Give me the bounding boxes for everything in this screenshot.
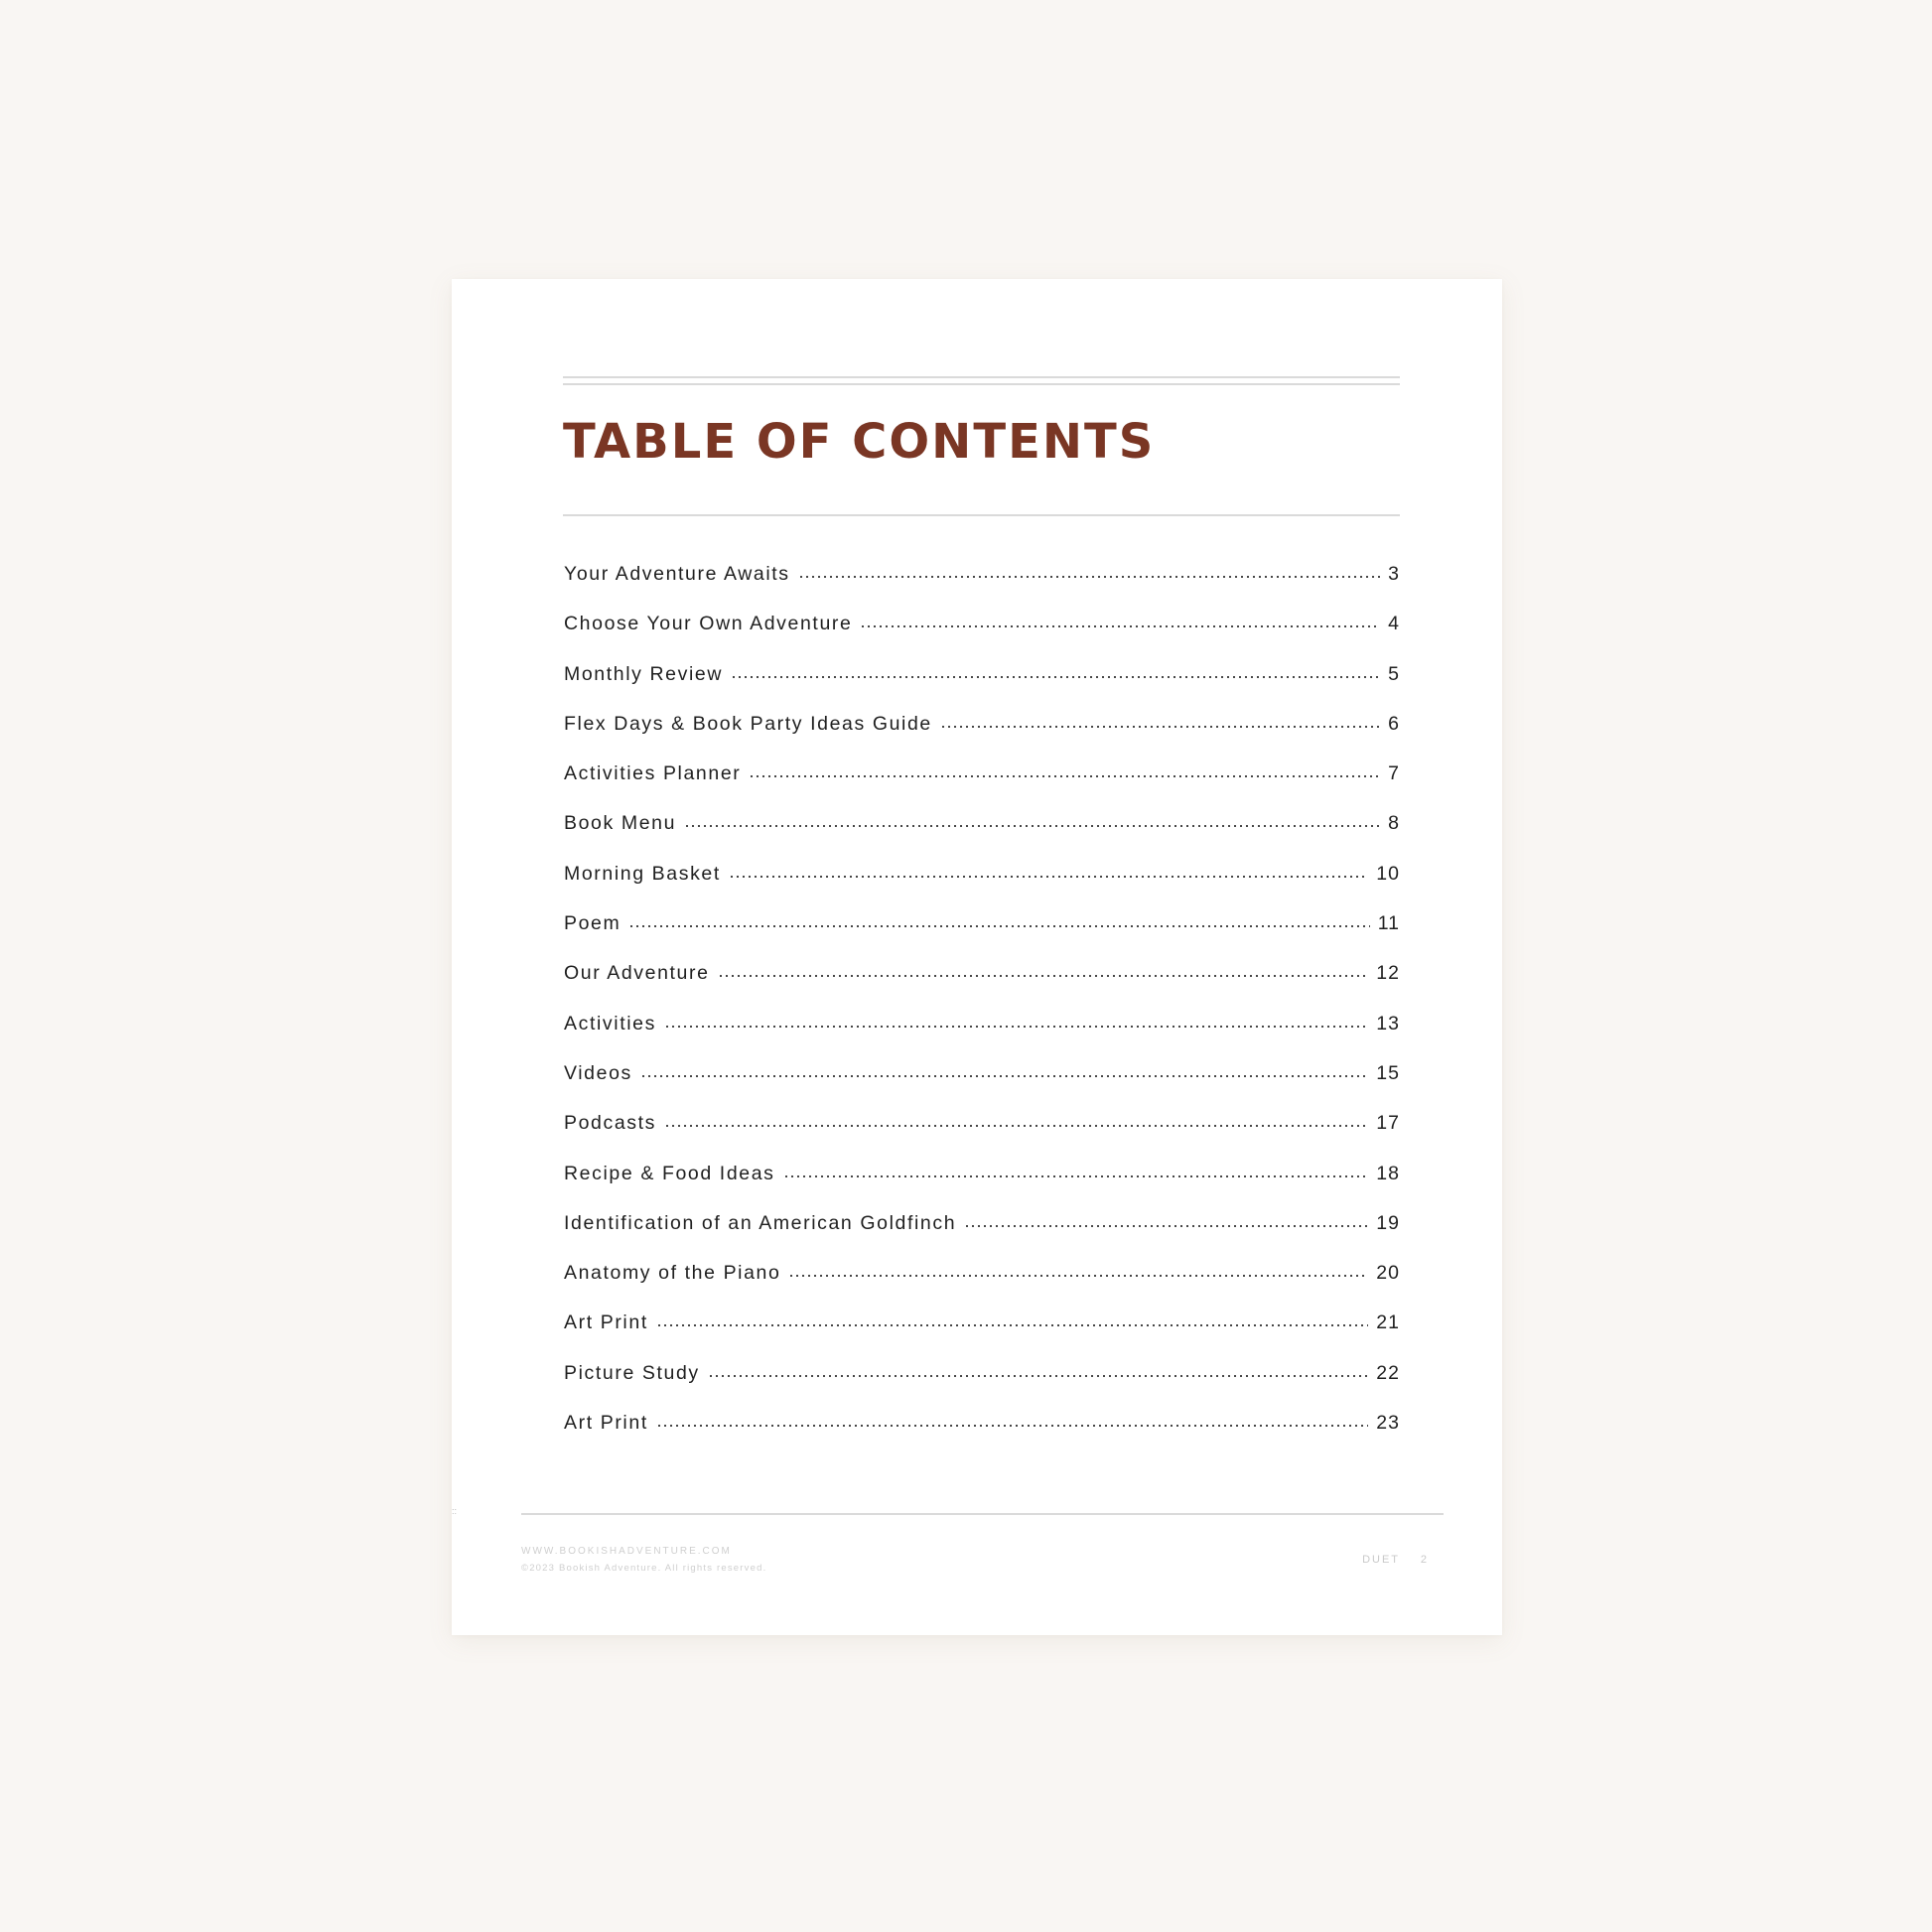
toc-entry[interactable] — [564, 713, 1400, 762]
dot-leader — [640, 1074, 1368, 1078]
dot-leader — [783, 1174, 1369, 1178]
dot-leader — [964, 1224, 1368, 1228]
toc-entry-page-number: 5 — [1388, 662, 1400, 685]
toc-entry[interactable] — [564, 563, 1400, 613]
dot-leader — [798, 575, 1380, 579]
toc-entry-label: Art Print — [564, 1412, 648, 1435]
toc-entry[interactable] — [564, 1062, 1400, 1112]
toc-entry-label: Monthly Review — [564, 662, 724, 685]
toc-entry-page-number: 3 — [1388, 563, 1400, 585]
toc-entry-page-number: 19 — [1376, 1211, 1400, 1234]
title-divider — [563, 514, 1400, 516]
footer-divider — [521, 1513, 1444, 1515]
header-double-rule-top — [563, 376, 1400, 378]
toc-entry[interactable] — [564, 863, 1400, 912]
toc-entry-label: Morning Basket — [564, 862, 721, 885]
dot-leader — [788, 1274, 1368, 1278]
toc-entry-label: Recipe & Food Ideas — [564, 1162, 775, 1184]
toc-entry-label: Our Adventure — [564, 962, 710, 985]
dot-leader — [656, 1323, 1368, 1327]
toc-entry-page-number: 13 — [1376, 1012, 1400, 1035]
toc-entry-label: Picture Study — [564, 1361, 700, 1384]
toc-entry[interactable] — [564, 1112, 1400, 1162]
dot-leader — [749, 774, 1380, 778]
dot-leader — [628, 924, 1369, 928]
dot-leader — [656, 1424, 1368, 1428]
dot-leader — [664, 1025, 1368, 1029]
toc-entry-page-number: 12 — [1376, 962, 1400, 985]
toc-entry-page-number: 21 — [1376, 1311, 1400, 1334]
dot-leader — [860, 624, 1380, 628]
toc-entry-label: Book Menu — [564, 812, 677, 835]
toc-entry-page-number: 17 — [1376, 1112, 1400, 1135]
toc-entry[interactable] — [564, 912, 1400, 962]
toc-entry-label: Podcasts — [564, 1112, 657, 1135]
toc-entry[interactable] — [564, 762, 1400, 812]
footer-website: WWW.BOOKISHADVENTURE.COM — [521, 1546, 732, 1557]
toc-entry[interactable] — [564, 1362, 1400, 1412]
toc-entry[interactable] — [564, 663, 1400, 713]
toc-entry[interactable] — [564, 1013, 1400, 1062]
toc-entry-label: Art Print — [564, 1311, 648, 1334]
page-title: TABLE OF CONTENTS — [563, 414, 1156, 470]
dot-leader — [940, 725, 1380, 729]
toc-entry[interactable] — [564, 613, 1400, 662]
toc-entry-label: Anatomy of the Piano — [564, 1262, 781, 1285]
toc-entry[interactable] — [564, 812, 1400, 862]
table-of-contents — [564, 563, 1400, 1461]
document-page — [452, 279, 1502, 1635]
toc-entry-label: Your Adventure Awaits — [564, 563, 790, 585]
toc-entry-page-number: 11 — [1377, 912, 1400, 935]
dot-leader — [664, 1124, 1368, 1128]
toc-entry-page-number: 4 — [1388, 613, 1400, 635]
toc-entry[interactable] — [564, 1262, 1400, 1311]
dot-leader — [731, 675, 1380, 679]
toc-entry-label: Flex Days & Book Party Ideas Guide — [564, 712, 932, 735]
footer-series: DUET — [1362, 1554, 1400, 1566]
toc-entry-page-number: 22 — [1376, 1361, 1400, 1384]
toc-entry-page-number: 23 — [1376, 1412, 1400, 1435]
toc-entry[interactable] — [564, 1311, 1400, 1361]
toc-entry-page-number: 8 — [1388, 812, 1400, 835]
toc-entry[interactable] — [564, 962, 1400, 1012]
toc-entry-page-number: 6 — [1388, 712, 1400, 735]
toc-entry-label: Choose Your Own Adventure — [564, 613, 853, 635]
margin-mark: :: — [452, 1506, 458, 1516]
dot-leader — [718, 974, 1369, 978]
header-double-rule-bottom — [563, 383, 1400, 385]
toc-entry-page-number: 18 — [1376, 1162, 1400, 1184]
dot-leader — [729, 875, 1368, 879]
dot-leader — [708, 1374, 1369, 1378]
toc-entry-label: Poem — [564, 912, 621, 935]
toc-entry-page-number: 15 — [1376, 1061, 1400, 1084]
toc-entry-label: Activities Planner — [564, 762, 742, 785]
footer-copyright: ©2023 Bookish Adventure. All rights reserved. — [521, 1563, 767, 1574]
toc-entry[interactable] — [564, 1212, 1400, 1262]
toc-entry[interactable] — [564, 1412, 1400, 1461]
toc-entry-page-number: 10 — [1376, 862, 1400, 885]
toc-entry[interactable] — [564, 1163, 1400, 1212]
toc-entry-label: Identification of an American Goldfinch — [564, 1211, 957, 1234]
toc-entry-label: Activities — [564, 1012, 656, 1035]
footer-page-number: 2 — [1420, 1554, 1429, 1566]
toc-entry-page-number: 20 — [1376, 1262, 1400, 1285]
footer-page-info — [1362, 1554, 1429, 1566]
toc-entry-label: Videos — [564, 1061, 632, 1084]
toc-entry-page-number: 7 — [1388, 762, 1400, 785]
dot-leader — [684, 824, 1380, 828]
